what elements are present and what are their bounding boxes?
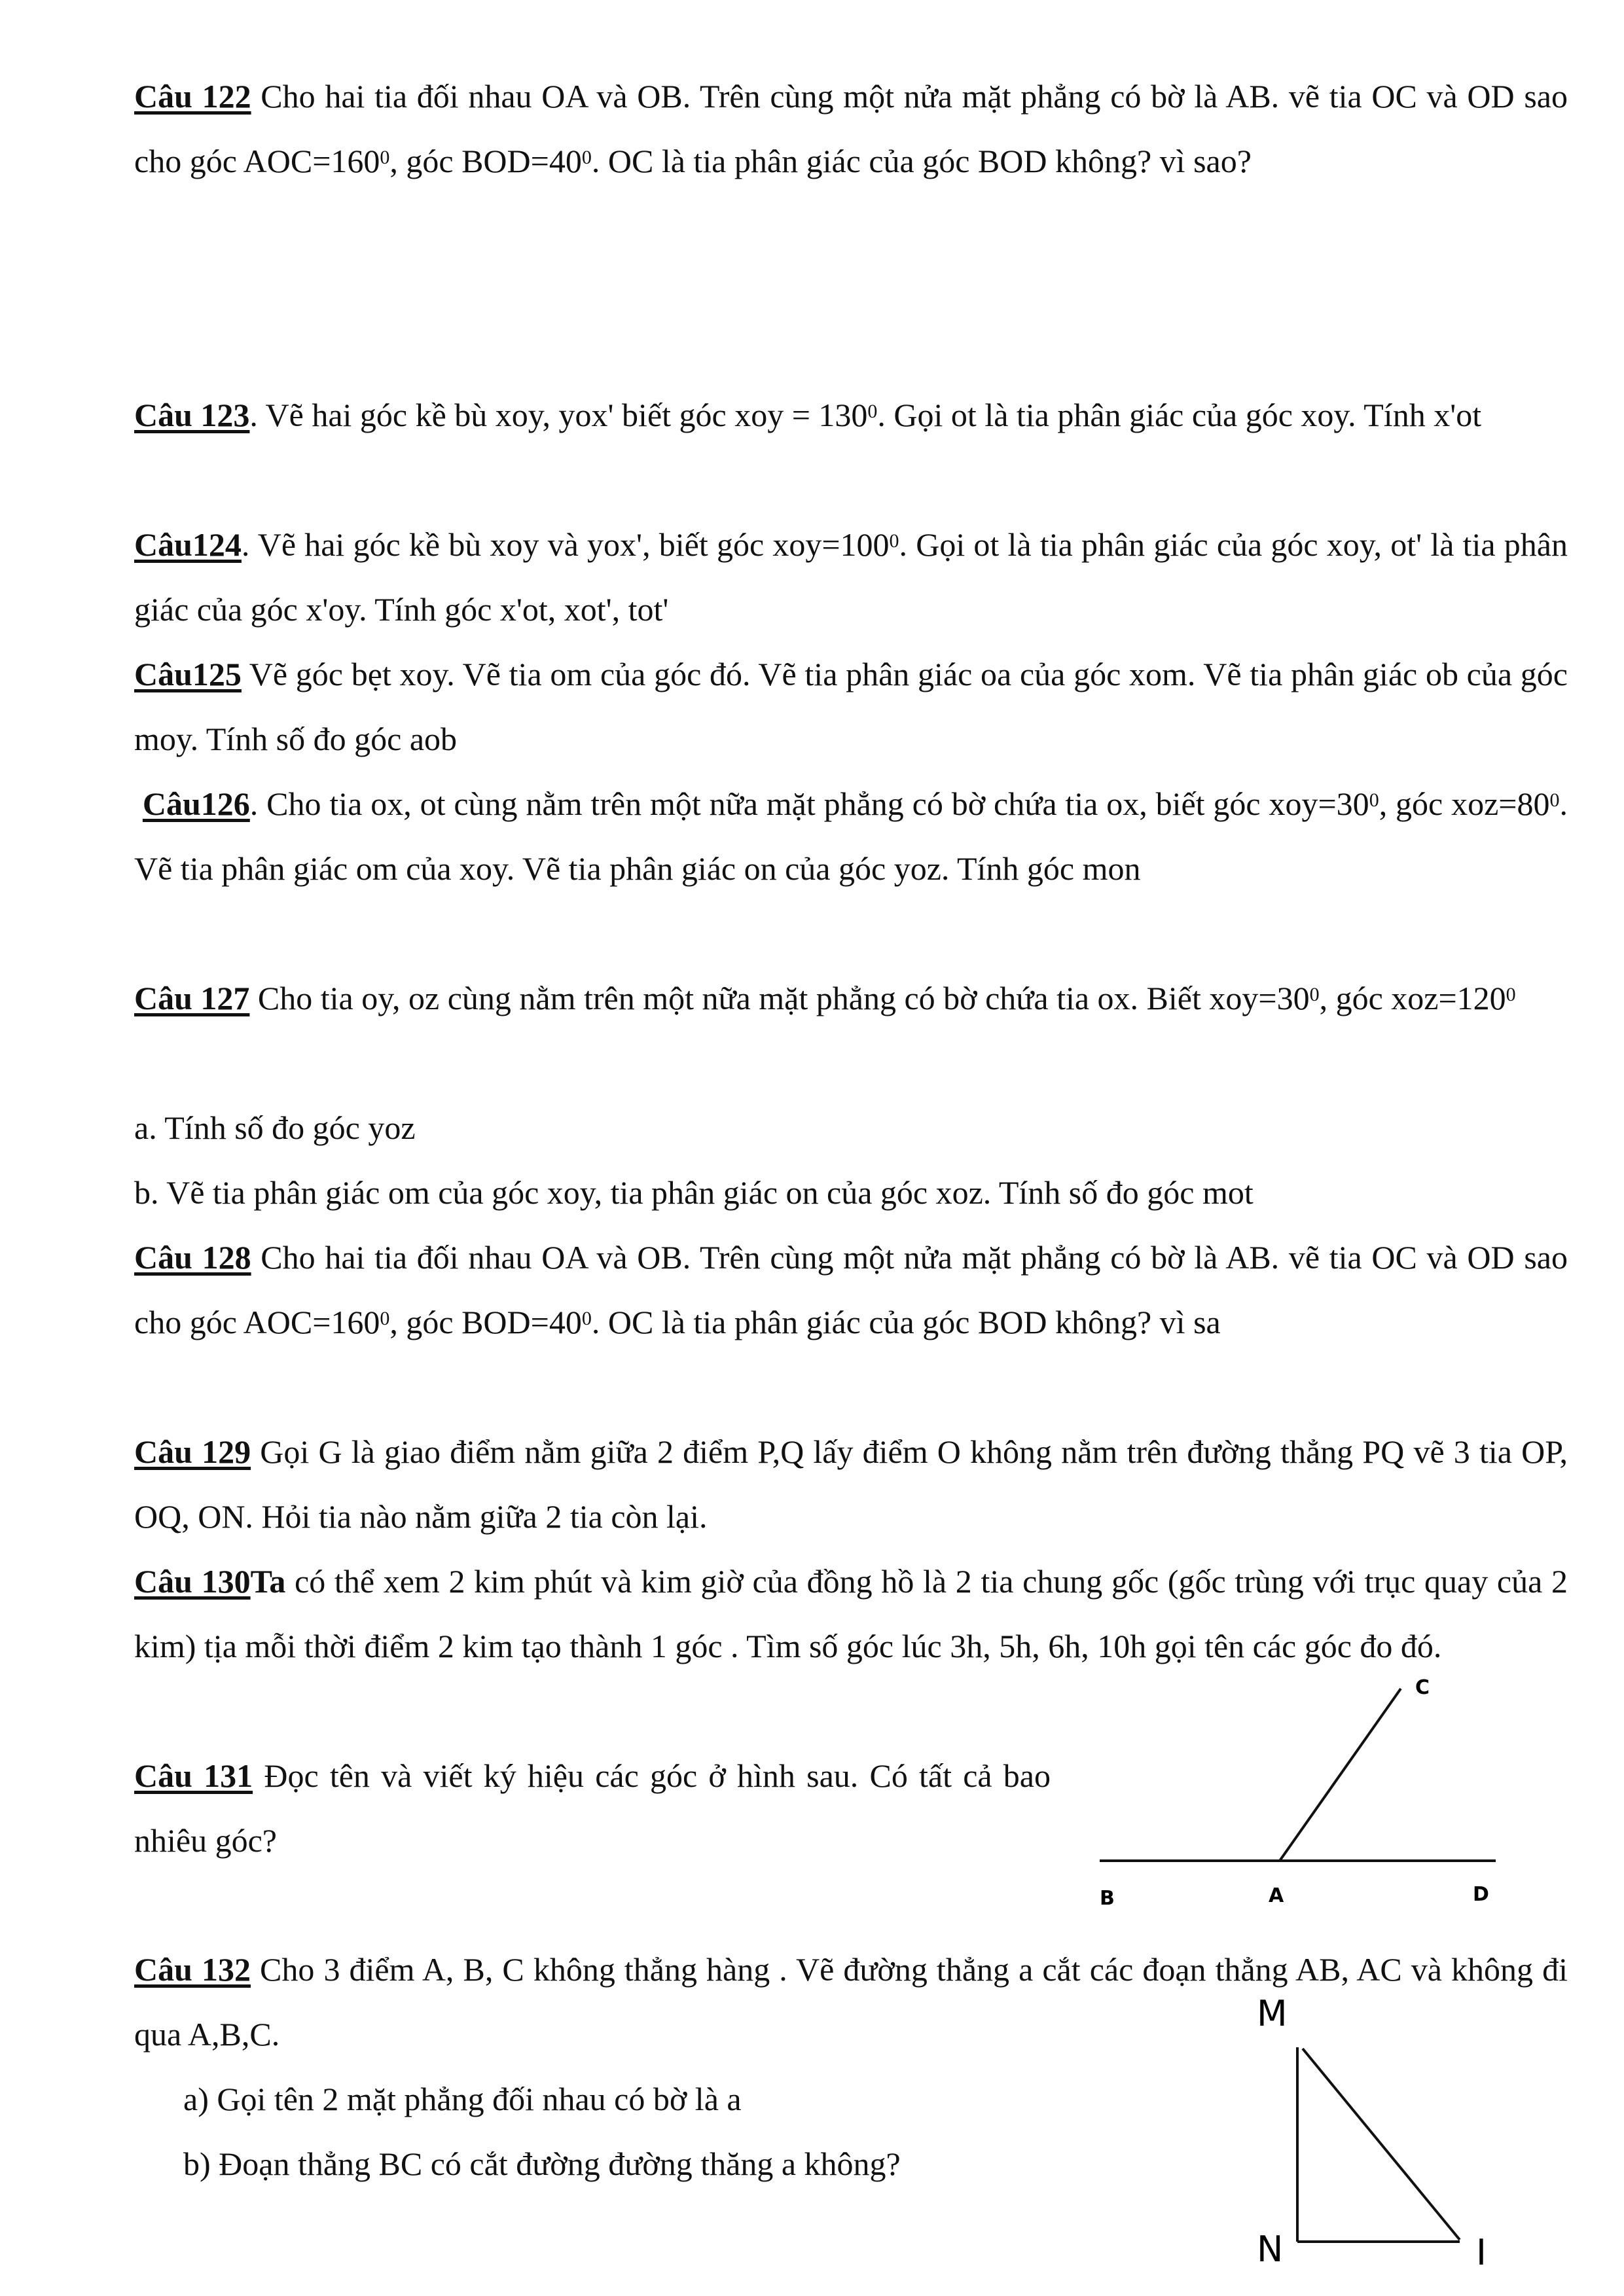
- superscript: 0: [1309, 984, 1320, 1005]
- point-label-b: B: [1100, 1887, 1115, 1910]
- question-text: . Cho tia ox, ot cùng nằm trên một nữa mặt phẳng có bờ chứa tia ox, biết góc xoy=30: [249, 785, 1369, 822]
- point-label-i: I: [1476, 2232, 1487, 2271]
- superscript: 0: [380, 147, 390, 168]
- question-label: Câu 131: [134, 1757, 253, 1794]
- superscript: 0: [380, 1308, 390, 1329]
- ray-ac: [1280, 1689, 1401, 1861]
- superscript: 0: [581, 147, 592, 168]
- question-127-item-a: a. Tính số đo góc yoz: [134, 1109, 416, 1146]
- question-label: Câu126: [142, 785, 250, 822]
- superscript: 0: [581, 1308, 592, 1329]
- question-text: Đọc tên và viết ký hiệu các góc ở hình sau. Có tất cả bao nhiêu góc?: [134, 1757, 1051, 1859]
- superscript: 0: [889, 530, 899, 552]
- question-text: . Gọi ot là tia phân giác của góc xoy. Tính x'ot: [877, 397, 1482, 433]
- question-123: [134, 383, 1568, 448]
- question-text: . Gọi ot là tia phân giác của góc xoy, ot' là tia phân giác của góc x'oy. Tính góc x'ot, xot', tot': [134, 526, 1568, 628]
- question-text: Cho hai tia đối nhau OA và OB. Trên cùng một nửa mặt phẳng có bờ là AB. vẽ tia OC và OD sao cho góc AOC=160: [134, 78, 1568, 179]
- question-text: Cho tia oy, oz cùng nằm trên một nữa mặt phẳng có bờ chứa tia ox. Biết xoy=30: [249, 980, 1310, 1016]
- question-text: , góc xoz=120: [1319, 980, 1506, 1016]
- question-132-item-a: a) Gọi tên 2 mặt phẳng đối nhau có bờ là a: [183, 2081, 742, 2117]
- question-131: [134, 1744, 1051, 1873]
- question-text: , góc xoz=80: [1379, 785, 1550, 822]
- question-128: [134, 1225, 1568, 1355]
- question-130: [134, 1549, 1568, 1679]
- superscript: 0: [1506, 984, 1516, 1005]
- superscript: 0: [1369, 789, 1379, 811]
- point-label-c: C: [1415, 1676, 1430, 1699]
- question-text: . Vẽ tia phân giác om của xoy. Vẽ tia phân giác on của góc yoz. Tính góc mon: [134, 785, 1568, 887]
- question-124: [134, 512, 1568, 642]
- question-bold-text: Ta: [250, 1563, 286, 1600]
- point-label-a: A: [1269, 1884, 1284, 1907]
- question-text: . Vẽ hai góc kề bù xoy, yox' biết góc xoy = 130: [249, 397, 868, 433]
- question-text: , góc BOD=40: [389, 1304, 582, 1340]
- question-text: Cho 3 điểm A, B, C không thẳng hàng . Vẽ đường thẳng a cắt các đoạn thẳng AB, AC và không đi qua A,B,C.: [134, 1951, 1568, 2053]
- point-label-m: M: [1257, 1996, 1288, 2034]
- question-text: , góc BOD=40: [389, 143, 582, 179]
- question-132-item-b: b) Đoạn thẳng BC có cắt đường đường thăng a không?: [183, 2145, 901, 2182]
- superscript: 0: [867, 401, 878, 422]
- triangle-figure: [1244, 1996, 1519, 2271]
- question-label: Câu125: [134, 656, 242, 692]
- question-122: [134, 64, 1568, 194]
- question-label: Câu 127: [134, 980, 250, 1016]
- question-label: Câu 129: [134, 1433, 251, 1470]
- question-label: Câu 132: [134, 1951, 251, 1988]
- question-text: . OC là tia phân giác của góc BOD không? vì sa: [591, 1304, 1221, 1340]
- side-mi: [1303, 2049, 1460, 2240]
- point-label-d: D: [1473, 1883, 1489, 1906]
- question-text: Cho hai tia đối nhau OA và OB. Trên cùng một nửa mặt phẳng có bờ là AB. vẽ tia OC và OD sao cho góc AOC=160: [134, 1239, 1568, 1340]
- question-126: [134, 772, 1568, 901]
- angle-figure: [1087, 1662, 1519, 1918]
- superscript: 0: [1549, 789, 1560, 811]
- question-label: Câu124: [134, 526, 242, 563]
- question-label: Câu 122: [134, 78, 251, 115]
- point-label-n: N: [1257, 2229, 1284, 2270]
- question-129: [134, 1420, 1568, 1549]
- question-125: [134, 642, 1568, 772]
- question-text: Gọi G là giao điểm nằm giữa 2 điểm P,Q lấy điểm O không nằm trên đường thẳng PQ vẽ 3 tia OP, OQ, ON. Hỏi tia nào nằm giữa 2 tia còn lại.: [134, 1433, 1568, 1535]
- question-text: Vẽ góc bẹt xoy. Vẽ tia om của góc đó. Vẽ tia phân giác oa của góc xom. Vẽ tia phân giác ob của góc moy. Tính số đo góc aob: [134, 656, 1568, 757]
- question-label: Câu 128: [134, 1239, 251, 1276]
- question-127-item-b: b. Vẽ tia phân giác om của góc xoy, tia phân giác on của góc xoz. Tính số đo góc mot: [134, 1174, 1254, 1211]
- question-text: có thể xem 2 kim phút và kim giờ của đồng hồ là 2 tia chung gốc (gốc trùng với trục quay của 2 kim) tịa mỗi thời điểm 2 kim tạo thành 1 góc . Tìm số góc lúc 3h, 5h, 6h, 10h gọi tên các góc đo đó.: [134, 1563, 1568, 1664]
- question-text: . OC là tia phân giác của góc BOD không? vì sao?: [591, 143, 1252, 179]
- question-label: Câu 123: [134, 397, 250, 433]
- question-label: Câu 130: [134, 1563, 251, 1600]
- question-text: . Vẽ hai góc kề bù xoy và yox', biết góc xoy=100: [241, 526, 890, 563]
- question-127: [134, 966, 1568, 1031]
